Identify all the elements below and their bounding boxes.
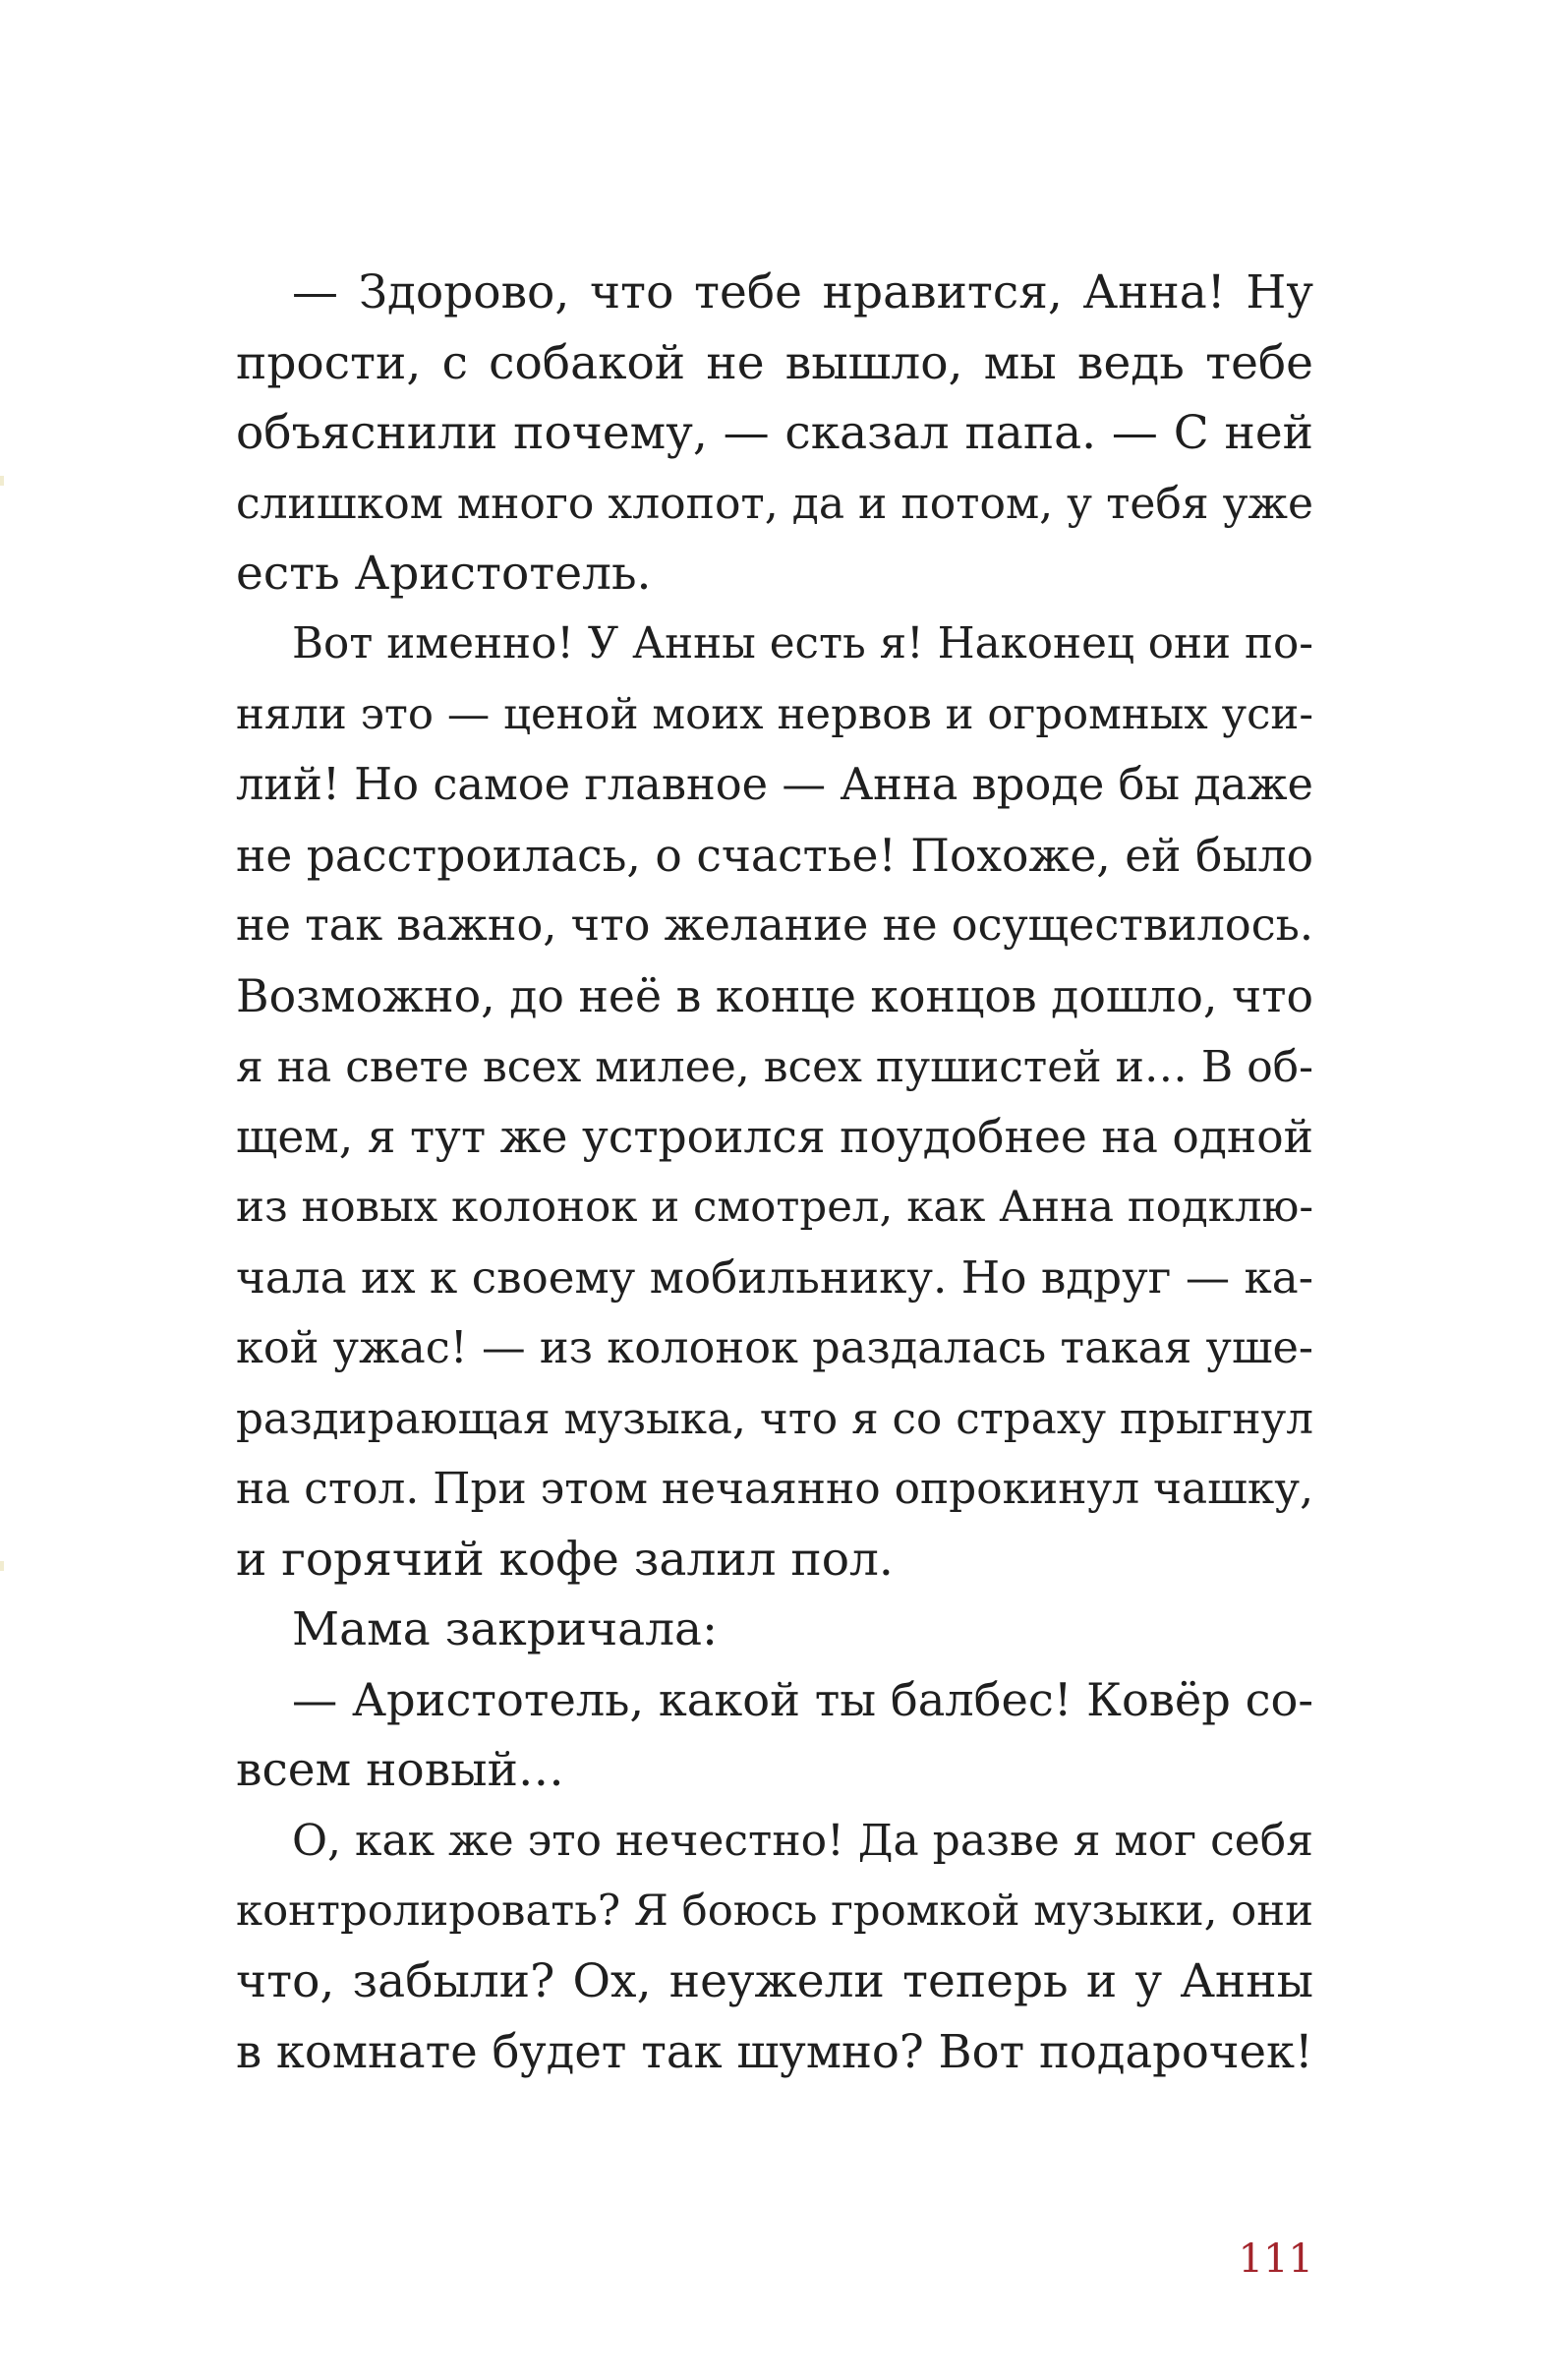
text-line: контролировать? Я боюсь громкой музыки, они xyxy=(236,1886,1313,1936)
text-line: из новых колонок и смотрел, как Анна подклю- xyxy=(236,1182,1313,1232)
text-line: О, как же это нечестно! Да разве я мог себя xyxy=(292,1816,1313,1867)
paragraph xyxy=(236,610,1313,1595)
page-number: 111 xyxy=(1238,2236,1313,2282)
text-line: не расстроилась, о счастье! Похоже, ей было xyxy=(236,829,1313,882)
paragraph xyxy=(236,1806,1313,2087)
page-edge-mark xyxy=(0,1561,4,1571)
text-line: прости, с собакой не вышло, мы ведь тебе xyxy=(236,335,1313,390)
text-line: кой ужас! — из колонок раздалась такая уше- xyxy=(236,1321,1313,1373)
text-line: что, забыли? Ох, неужели теперь и у Анны xyxy=(236,1954,1313,2009)
text-line: слишком много хлопот, да и потом, у тебя уже xyxy=(236,478,1313,529)
text-line: не так важно, что желание не осуществилось. xyxy=(236,900,1313,952)
text-line: Возможно, до неё в конце концов дошло, что xyxy=(236,969,1313,1022)
text-line: Мама закричала: xyxy=(292,1602,718,1657)
text-line: я на свете всех милее, всех пушистей и… В об- xyxy=(236,1041,1313,1092)
text-line: чала их к своему мобильнику. Но вдруг — ка- xyxy=(236,1251,1313,1305)
text-line: раздирающая музыка, что я со страху прыгнул xyxy=(236,1393,1313,1444)
paragraph xyxy=(236,258,1313,610)
text-line: и горячий кофе залил пол. xyxy=(236,1532,894,1587)
text-line: есть Аристотель. xyxy=(236,547,652,602)
text-line: Вот именно! У Анны есть я! Наконец они по- xyxy=(292,618,1313,668)
text-line: на стол. При этом нечаянно опрокинул чашку, xyxy=(236,1464,1313,1515)
text-line: объяснили почему, — сказал папа. — С ней xyxy=(236,406,1313,461)
paragraph xyxy=(236,1595,1313,1665)
paragraph xyxy=(236,1665,1313,1806)
text-line: няли это — ценой моих нервов и огромных уси- xyxy=(236,689,1313,739)
page-edge-mark xyxy=(0,476,4,486)
text-line: лий! Но самое главное — Анна вроде бы даже xyxy=(236,759,1313,811)
body-text xyxy=(236,258,1313,2087)
text-line: — Здорово, что тебе нравится, Анна! Ну xyxy=(292,265,1313,319)
text-line: — Аристотель, какой ты балбес! Ковёр со- xyxy=(292,1672,1313,1726)
text-line: в комнате будет так шумно? Вот подарочек! xyxy=(236,2024,1313,2078)
text-line: щем, я тут же устроился поудобнее на одной xyxy=(236,1111,1313,1164)
text-line: всем новый… xyxy=(236,1743,564,1798)
